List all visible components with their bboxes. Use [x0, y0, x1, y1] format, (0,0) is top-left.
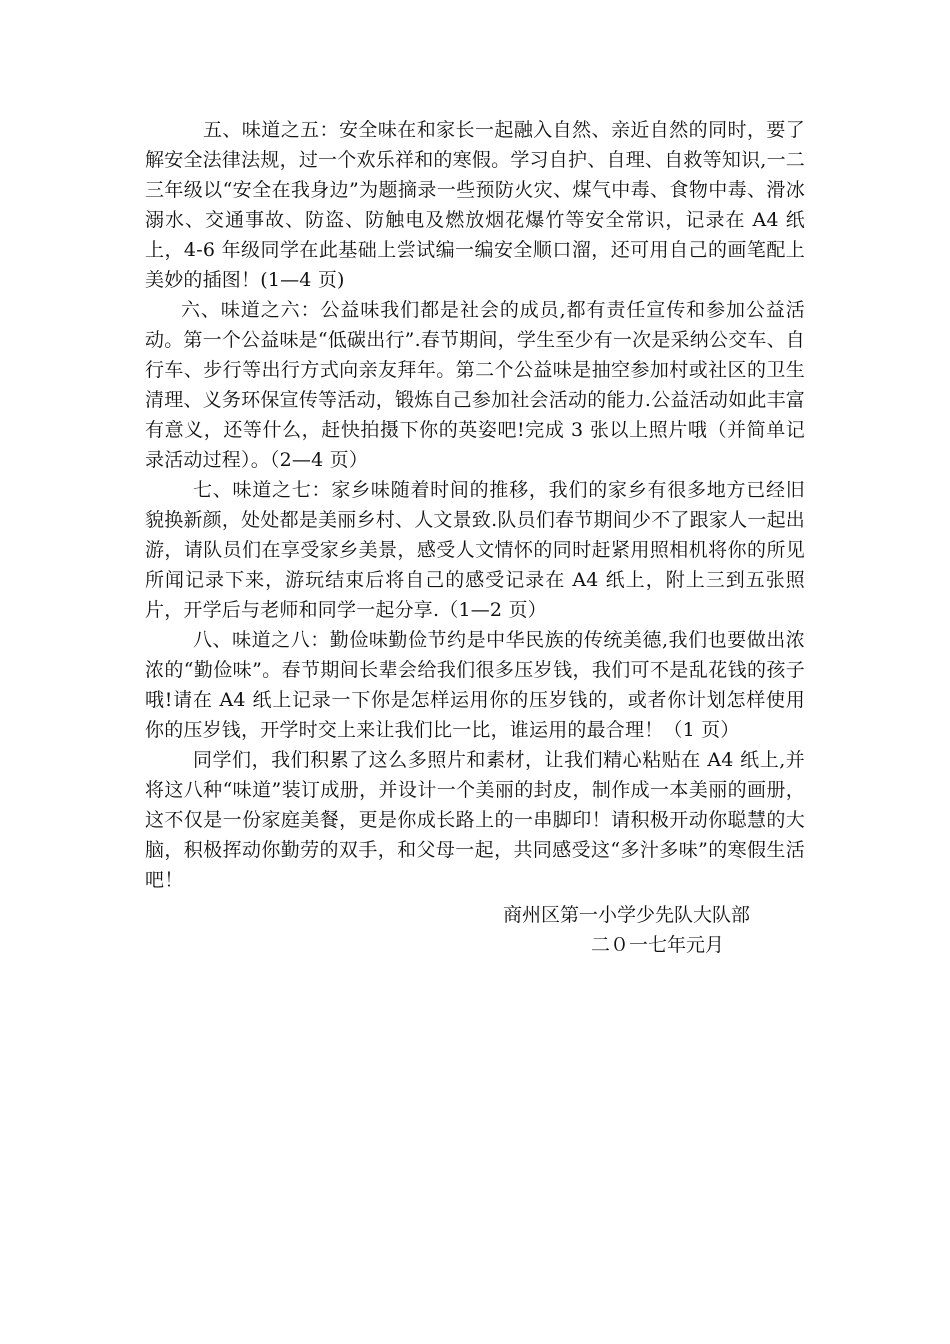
- paragraph-taste-five: 五、味道之五：安全味在和家长一起融入自然、亲近自然的同时，要了解安全法律法规，过一个欢乐祥和的寒假。学习自护、自理、自救等知识,一二三年级以“安全在我身边”为题摘录一些预防火灾、煤气中毒、食物中毒、滑冰溺水、交通事故、防盗、防触电及燃放烟花爆竹等安全常识，记录在 A4 纸上，4-6 年级同学在此基础上尝试编一编安全顺口溜，还可用自己的画笔配上美妙的插图！(1—4 页): [145, 119, 805, 291]
- paragraph-taste-eight: 八、味道之八：勤俭味勤俭节约是中华民族的传统美德,我们也要做出浓浓的“勤俭味”。春节期间长辈会给我们很多压岁钱，我们可不是乱花钱的孩子哦!请在 A4 纸上记录一下你是怎样运用你的压岁钱的，或者你计划怎样使用你的压岁钱，开学时交上来让我们比一比，谁运用的最合理！（1 页）: [145, 629, 805, 741]
- paragraph-taste-seven: 七、味道之七：家乡味随着时间的推移，我们的家乡有很多地方已经旧貌换新颜，处处都是美丽乡村、人文景致.队员们春节期间少不了跟家人一起出游，请队员们在享受家乡美景，感受人文情怀的同时赶紧用照相机将你的所见所闻记录下来，游玩结束后将自己的感受记录在 A4 纸上，附上三到五张照片，开学后与老师和同学一起分享.（1—2 页）: [145, 479, 805, 621]
- signature-date: 二０一七年元月: [591, 934, 725, 956]
- paragraph-taste-six: 六、味道之六：公益味我们都是社会的成员,都有责任宣传和参加公益活动。第一个公益味是“低碳出行”.春节期间，学生至少有一次是采纳公交车、自行车、步行等出行方式向亲友拜年。第二个公益味是抽空参加村或社区的卫生清理、义务环保宣传等活动，锻炼自己参加社会活动的能力.公益活动如此丰富有意义，还等什么，赶快拍摄下你的英姿吧!完成 3 张以上照片哦（并简单记录活动过程）。（2—4 页）: [145, 299, 805, 471]
- document-body: [145, 115, 805, 895]
- paragraph-closing: 同学们，我们积累了这么多照片和素材，让我们精心粘贴在 A4 纸上,并将这八种“味道”装订成册，并设计一个美丽的封皮，制作成一本美丽的画册，这不仅是一份家庭美餐，更是你成长路上的一串脚印！请积极开动你聪慧的大脑，积极挥动你勤劳的双手，和父母一起，共同感受这“多汁多味”的寒假生活吧！: [145, 749, 805, 891]
- signature-organization: 商州区第一小学少先队大队部: [503, 904, 751, 926]
